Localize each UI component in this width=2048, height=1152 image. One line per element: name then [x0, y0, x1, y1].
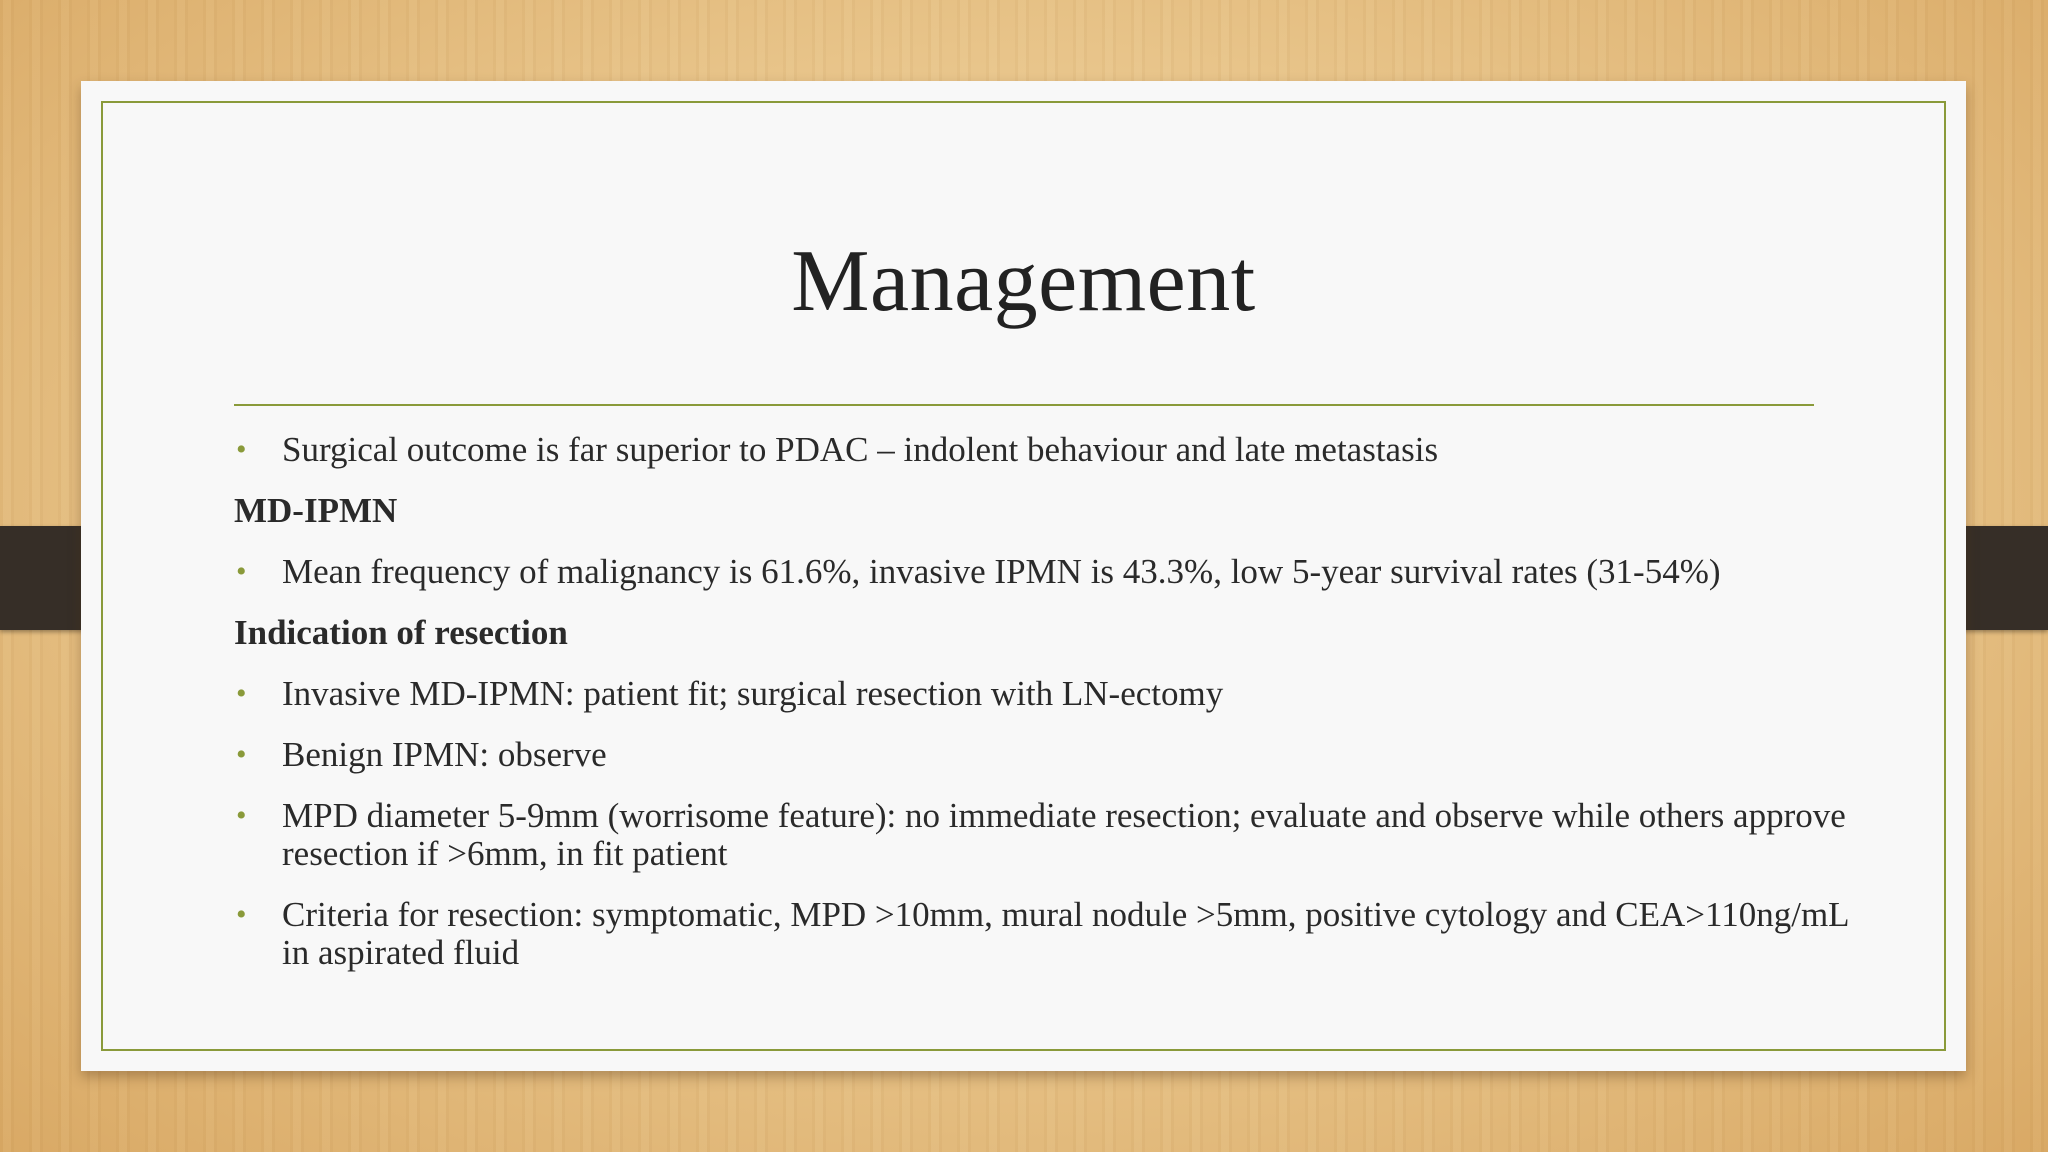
bullet-icon: • — [236, 555, 247, 588]
bullet-text: Mean frequency of malignancy is 61.6%, invasive IPMN is 43.3%, low 5-year survival rates (31-54%) — [282, 552, 1721, 591]
section-heading-md-ipmn: MD-IPMN — [234, 491, 398, 530]
bullet-text: Benign IPMN: observe — [282, 735, 607, 774]
slide-paper — [81, 81, 1966, 1071]
slide-title: Management — [791, 233, 1256, 330]
bullet-item — [234, 431, 1854, 469]
bullet-icon: • — [236, 433, 247, 466]
bullet-item — [234, 736, 1854, 774]
bullet-text: Surgical outcome is far superior to PDAC – indolent behaviour and late metastasis — [282, 430, 1439, 469]
bullet-icon: • — [236, 738, 247, 771]
bullet-text: Criteria for resection: symptomatic, MPD >10mm, mural nodule >5mm, positive cytology and CEA>110ng/mL in aspirated fluid — [282, 895, 1849, 972]
bullet-icon: • — [236, 677, 247, 710]
bullet-item — [234, 797, 1854, 873]
bullet-item — [234, 553, 1854, 591]
bullet-item — [234, 896, 1854, 972]
bullet-icon: • — [236, 898, 247, 931]
bullet-item — [234, 675, 1854, 713]
section-heading-resection: Indication of resection — [234, 613, 568, 652]
slide-content — [234, 431, 1854, 995]
bullet-icon: • — [236, 799, 247, 832]
title-divider — [234, 404, 1814, 406]
bullet-text: Invasive MD-IPMN: patient fit; surgical resection with LN-ectomy — [282, 674, 1224, 713]
bullet-text: MPD diameter 5-9mm (worrisome feature): no immediate resection; evaluate and observe while others approve resection if >6mm, in fit patient — [282, 796, 1846, 873]
